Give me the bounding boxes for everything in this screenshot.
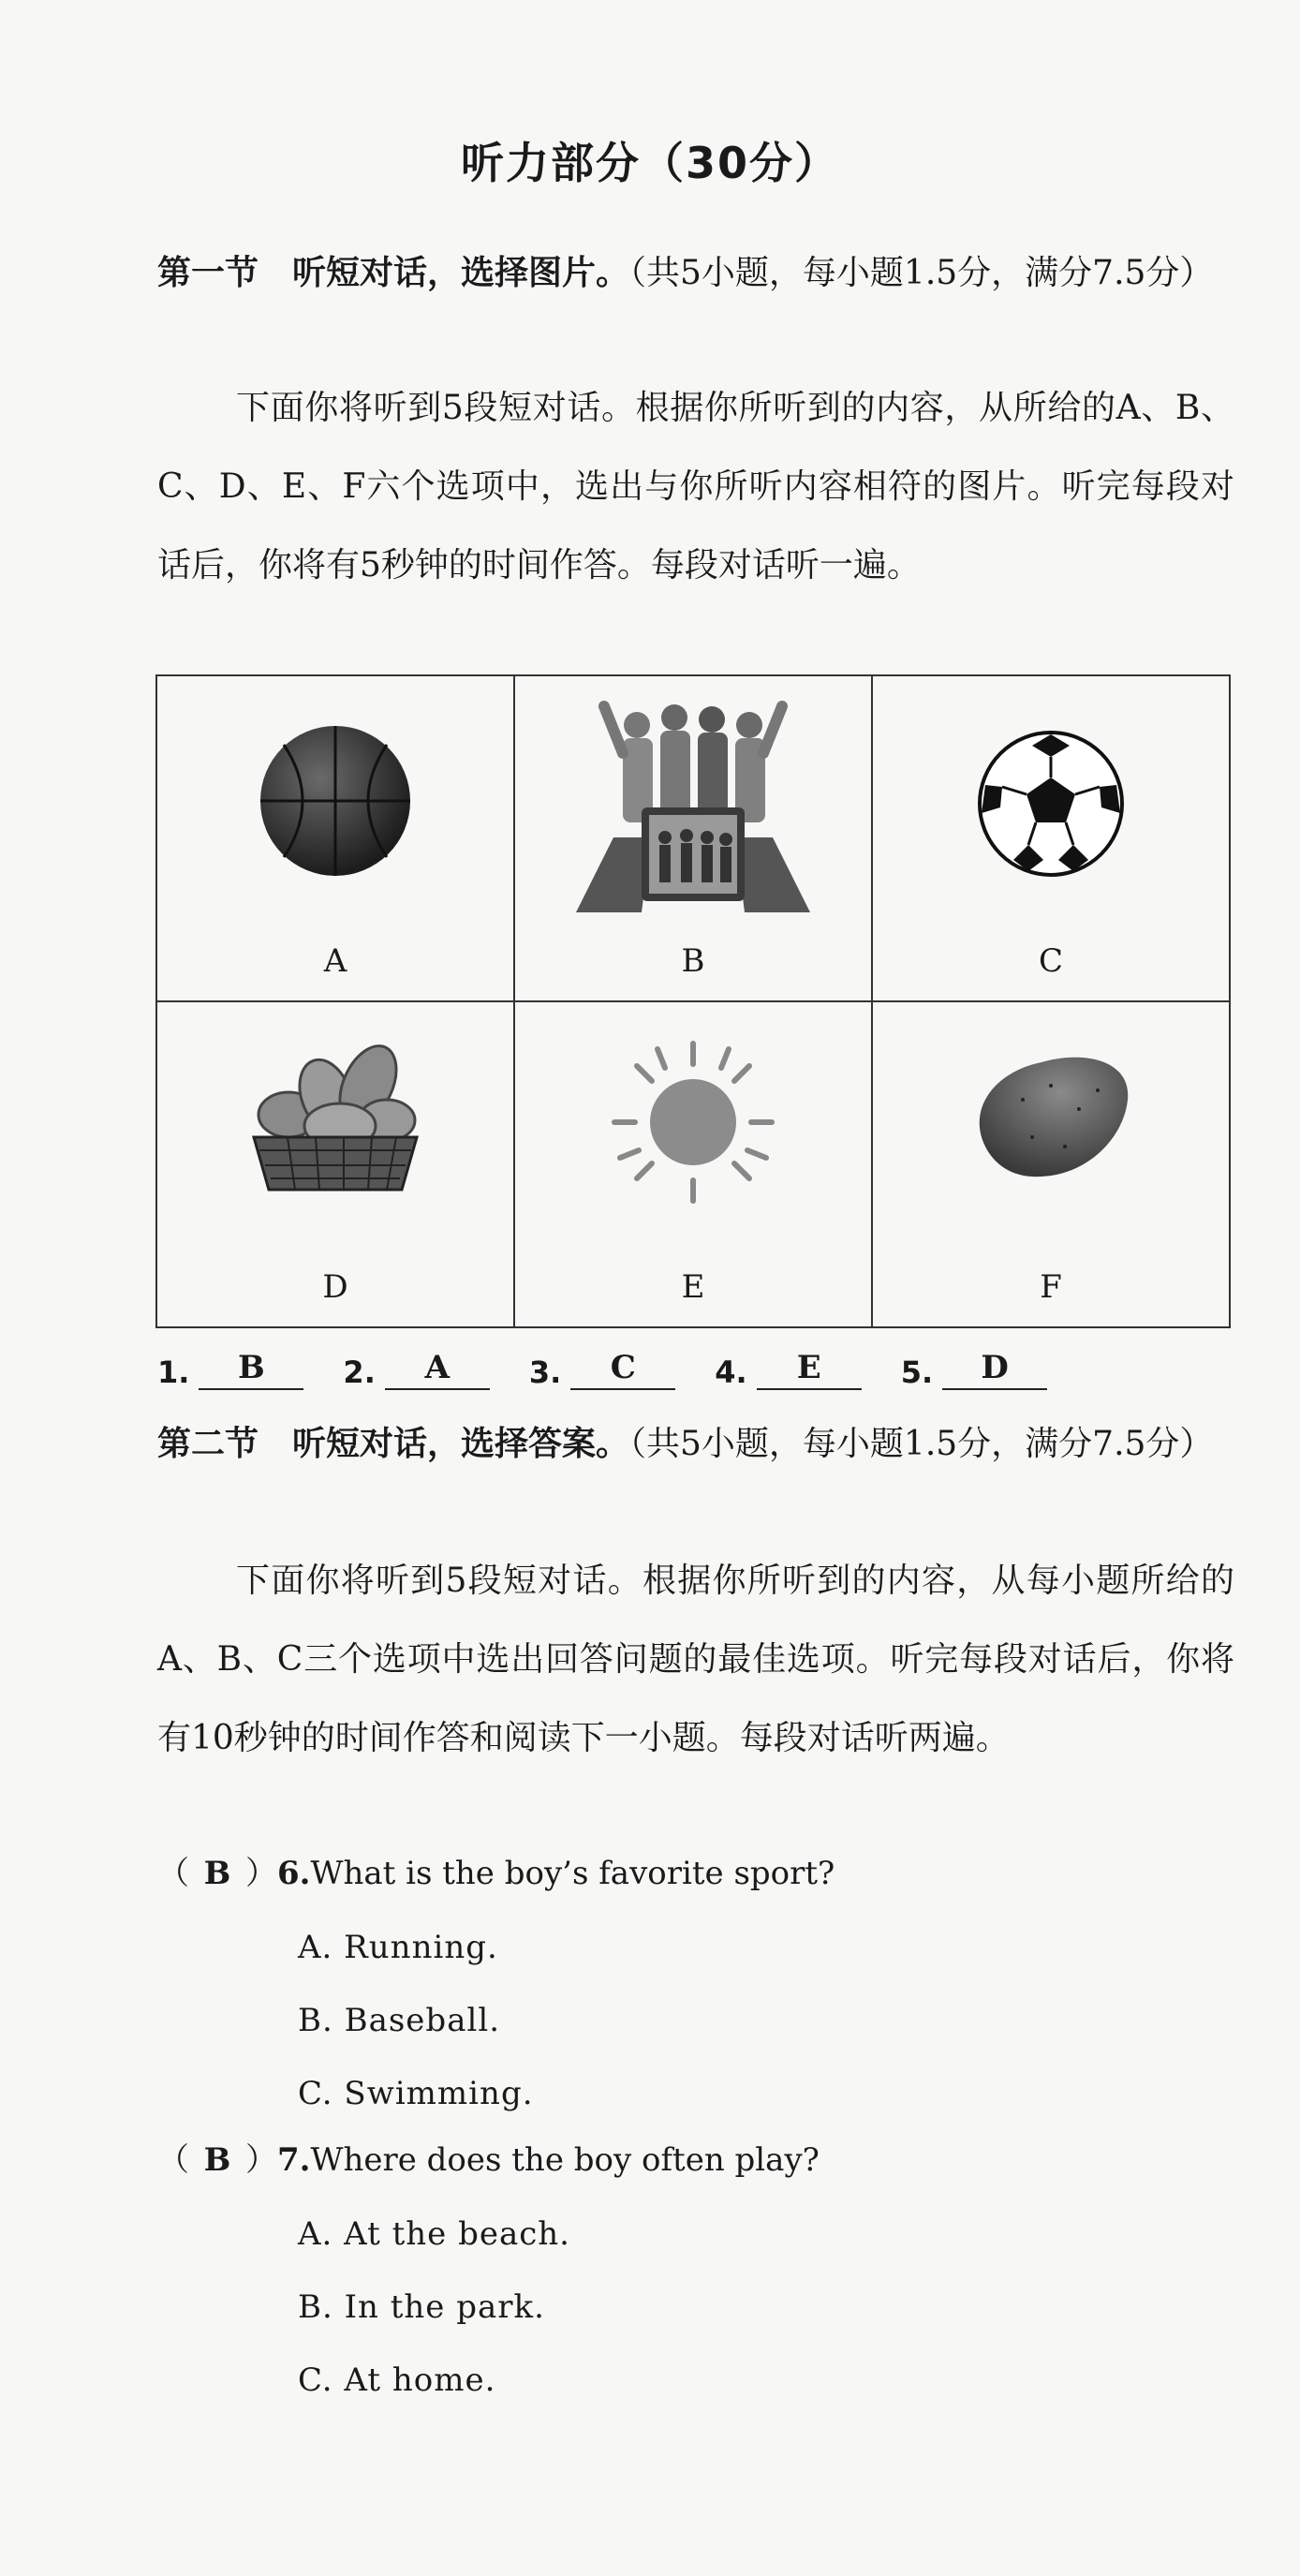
- picture-grid: [155, 674, 1231, 1328]
- question-6: [157, 1847, 1234, 2112]
- picture-label: A: [323, 942, 347, 980]
- option-a: A. At the beach.: [298, 2215, 570, 2253]
- option-b: B. In the park.: [298, 2288, 545, 2326]
- picture-label: D: [322, 1268, 348, 1306]
- answer-blank: E: [757, 1349, 862, 1390]
- paren-close: ）: [245, 1855, 277, 1892]
- question-number: 6.: [277, 1855, 311, 1892]
- answer-item: [529, 1349, 675, 1390]
- answer-number: 3.: [528, 1355, 562, 1390]
- picture-cell-b: [514, 675, 872, 1001]
- question-stem: [157, 1847, 1234, 1893]
- answer-blank: D: [942, 1349, 1047, 1390]
- picture-label: C: [1038, 942, 1063, 980]
- question-text: Where does the boy often play?: [310, 2141, 820, 2179]
- section2-note: （共5小题，每小题1.5分，满分7.5分）: [629, 1425, 1214, 1463]
- answer-item: [157, 1349, 303, 1390]
- section1-note: （共5小题，每小题1.5分，满分7.5分）: [629, 254, 1214, 292]
- paren-open: （: [157, 2141, 189, 2179]
- question-stem: [157, 2134, 1234, 2180]
- basketball-icon: [256, 721, 415, 881]
- picture-label: E: [681, 1268, 705, 1306]
- section2-header: [157, 1405, 1234, 1484]
- section1-instructions: 下面你将听到5段短对话。根据你所听到的内容，从所给的A、B、C、D、E、F六个选项中，选出与你所听内容相符的图片。听完每段对话后，你将有5秒钟的时间作答。每段对话听一遍。: [157, 389, 1234, 585]
- question-7: [157, 2134, 1234, 2399]
- sun-icon: [609, 1038, 777, 1207]
- bread-basket-icon: [246, 1040, 424, 1199]
- question-number: 7.: [277, 2141, 311, 2179]
- answer-blank: C: [570, 1349, 675, 1390]
- section1-heading: 第一节 听短对话，选择图片。: [157, 254, 630, 292]
- option-a: A. Running.: [298, 1929, 498, 1966]
- question-text: What is the boy’s favorite sport?: [310, 1855, 835, 1892]
- answer-number: 5.: [900, 1355, 934, 1390]
- picture-label: F: [1040, 1268, 1062, 1306]
- question-answer: B: [203, 1855, 231, 1892]
- paren-open: （: [157, 1855, 189, 1892]
- section1-header: [157, 234, 1234, 313]
- answer-item: [343, 1349, 489, 1390]
- section1-answers: [157, 1349, 1234, 1390]
- question-answer: B: [203, 2141, 231, 2179]
- answer-number: 2.: [343, 1355, 376, 1390]
- picture-cell-c: [872, 675, 1230, 1001]
- option-b: B. Baseball.: [298, 2002, 501, 2039]
- option-c: C. At home.: [298, 2361, 496, 2399]
- picture-cell-e: [514, 1001, 872, 1327]
- answer-blank: B: [199, 1349, 303, 1390]
- section2-heading: 第二节 听短对话，选择答案。: [157, 1425, 630, 1463]
- answer-number: 1.: [157, 1355, 190, 1390]
- option-c: C. Swimming.: [298, 2075, 534, 2112]
- crowd-selfie-icon: [576, 697, 810, 912]
- picture-cell-d: [156, 1001, 514, 1327]
- soccer-ball-icon: [976, 729, 1126, 879]
- answer-number: 4.: [715, 1355, 747, 1390]
- picture-cell-a: [156, 675, 514, 1001]
- picture-cell-f: [872, 1001, 1230, 1327]
- answer-blank: A: [385, 1349, 490, 1390]
- section2-instructions: 下面你将听到5段短对话。根据你所听到的内容，从每小题所给的A、B、C三个选项中选出回答问题的最佳选项。听完每段对话后，你将有10秒钟的时间作答和阅读下一小题。每段对话听两遍。: [157, 1562, 1234, 1757]
- potato-icon: [967, 1044, 1135, 1184]
- picture-label: B: [681, 942, 705, 980]
- answer-item: [901, 1349, 1047, 1390]
- answer-item: [715, 1349, 861, 1390]
- page-title: 听力部分（30分）: [460, 138, 839, 188]
- paren-close: ）: [245, 2141, 277, 2179]
